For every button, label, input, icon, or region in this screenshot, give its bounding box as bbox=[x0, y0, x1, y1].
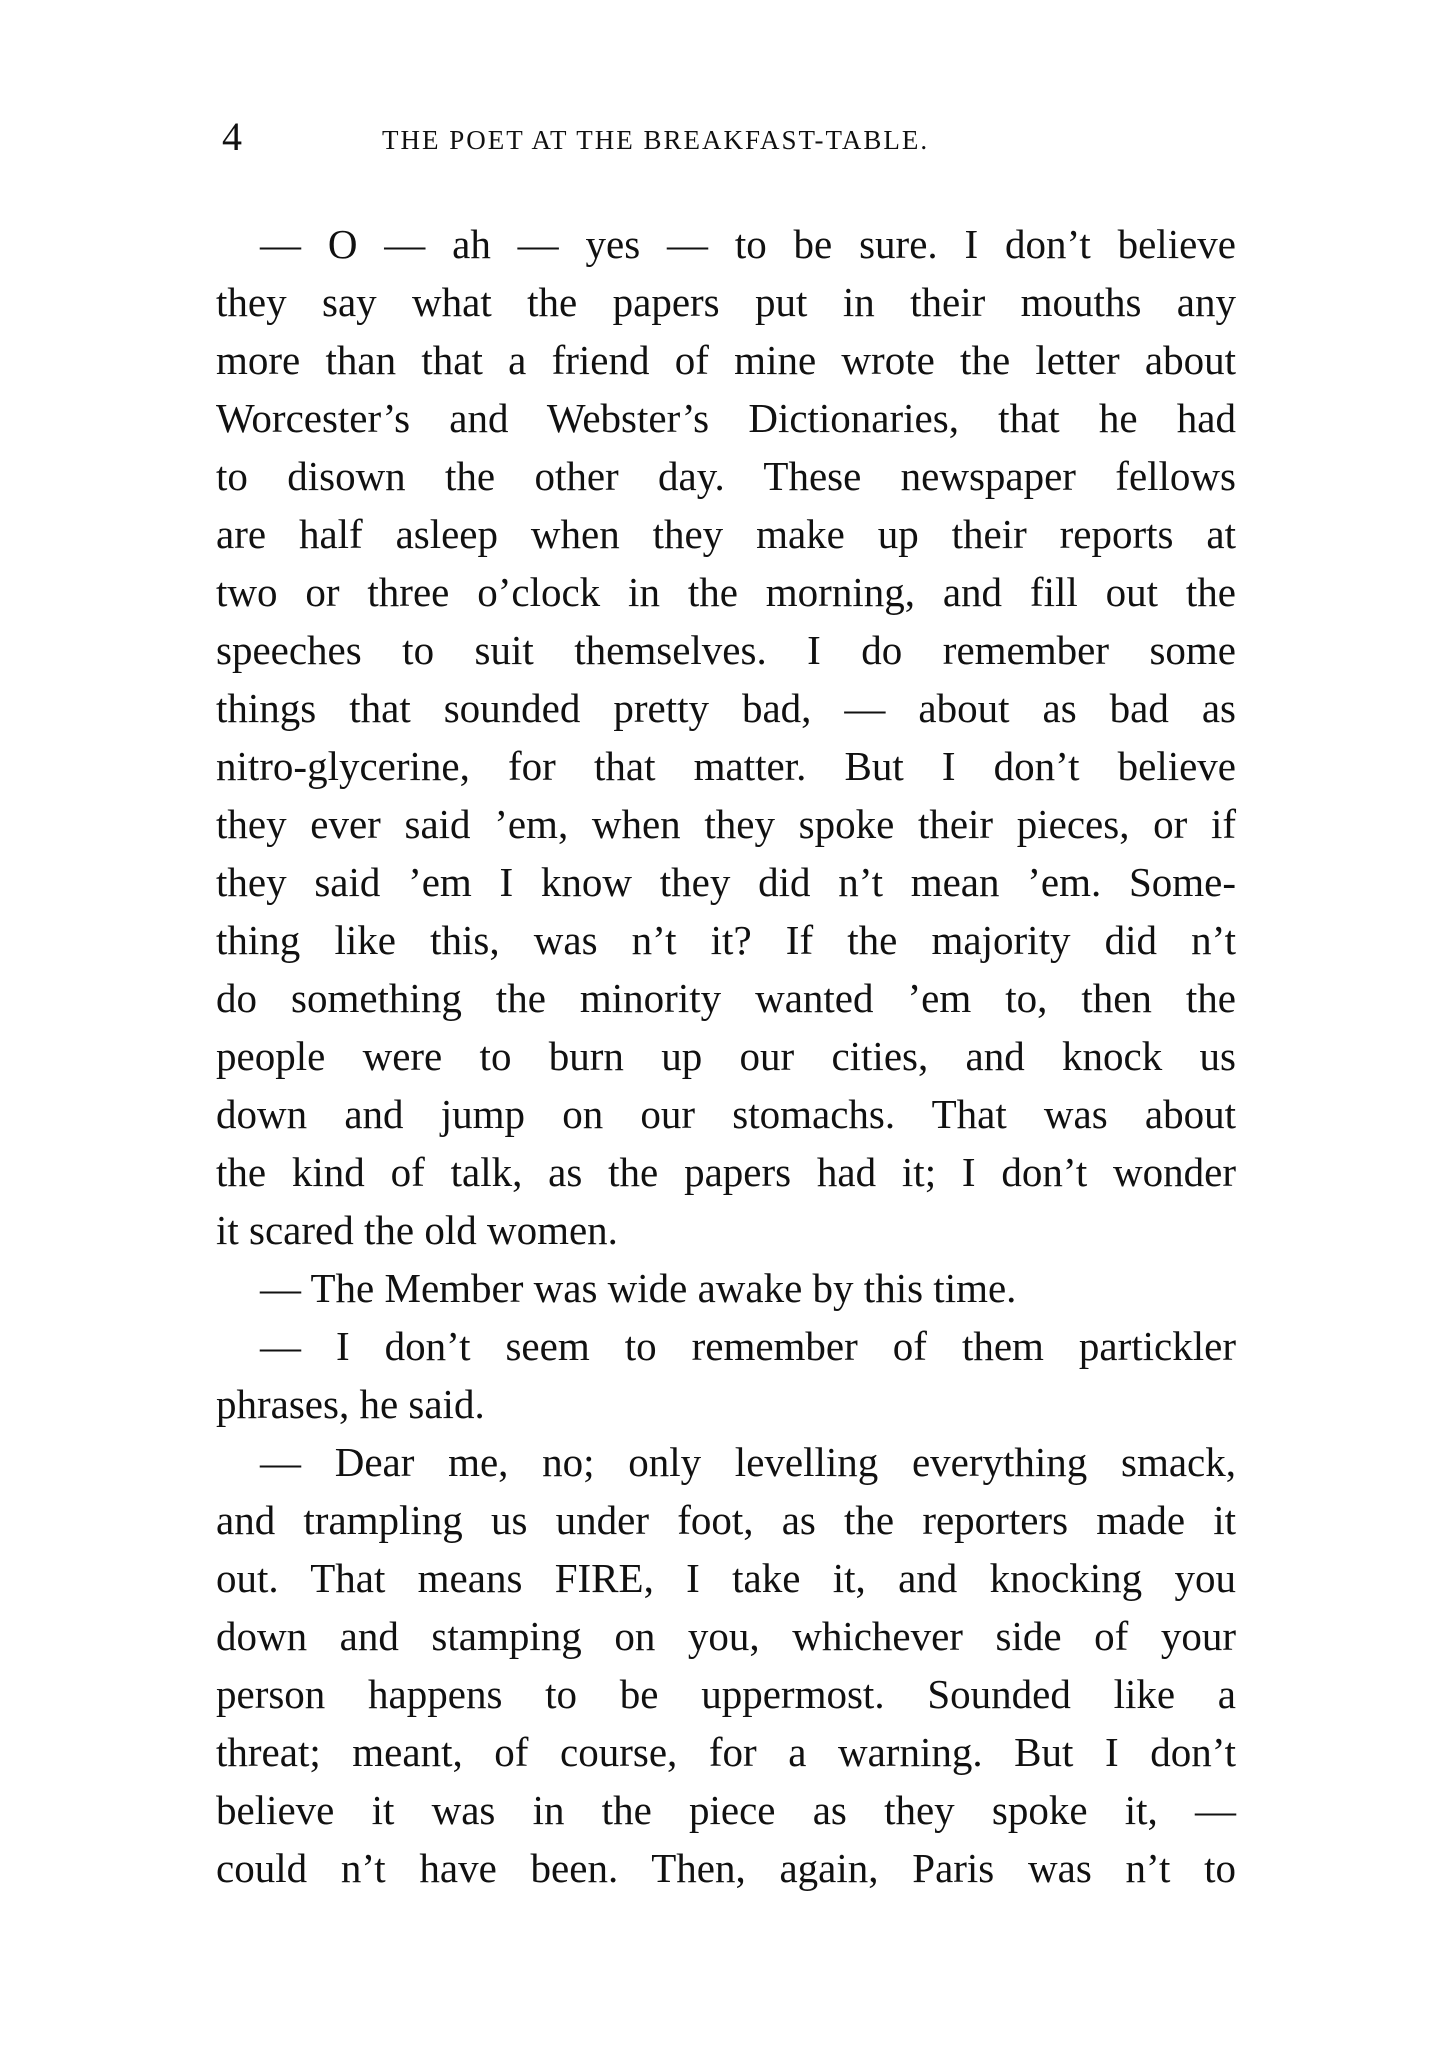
text-line: they said ’em I know they did n’t mean ’em. Some- bbox=[216, 859, 1236, 905]
text-line: things that sounded pretty bad, — about as bad as bbox=[216, 685, 1236, 731]
text-line: they say what the papers put in their mouths any bbox=[216, 279, 1236, 325]
text-line: could n’t have been. Then, again, Paris was n’t to bbox=[216, 1845, 1236, 1891]
page-number: 4 bbox=[222, 114, 242, 159]
text-line: speeches to suit themselves. I do remember some bbox=[216, 627, 1236, 673]
text-line: to disown the other day. These newspaper fellows bbox=[216, 453, 1236, 499]
text-line: are half asleep when they make up their reports at bbox=[216, 511, 1236, 557]
text-line: — O — ah — yes — to be sure. I don’t believe bbox=[260, 221, 1236, 267]
text-line: person happens to be uppermost. Sounded like a bbox=[216, 1671, 1236, 1717]
text-line: the kind of talk, as the papers had it; I don’t wonder bbox=[216, 1149, 1236, 1195]
text-line: they ever said ’em, when they spoke their pieces, or if bbox=[216, 801, 1236, 847]
text-line: do something the minority wanted ’em to, then the bbox=[216, 975, 1236, 1021]
text-line: out. That means FIRE, I take it, and knocking you bbox=[216, 1555, 1236, 1601]
text-line: Worcester’s and Webster’s Dictionaries, that he had bbox=[216, 395, 1236, 441]
text-line: nitro-glycerine, for that matter. But I don’t believe bbox=[216, 743, 1236, 789]
text-line: phrases, he said. bbox=[216, 1381, 485, 1427]
text-line: thing like this, was n’t it? If the majority did n’t bbox=[216, 917, 1236, 963]
text-line: people were to burn up our cities, and knock us bbox=[216, 1033, 1236, 1079]
text-line: — I don’t seem to remember of them partickler bbox=[260, 1323, 1236, 1369]
text-line: and trampling us under foot, as the reporters made it bbox=[216, 1497, 1236, 1543]
text-line: down and jump on our stomachs. That was about bbox=[216, 1091, 1236, 1137]
text-line: more than that a friend of mine wrote the letter about bbox=[216, 337, 1236, 383]
text-line: — Dear me, no; only levelling everything smack, bbox=[260, 1439, 1236, 1485]
text-line: down and stamping on you, whichever side of your bbox=[216, 1613, 1236, 1659]
page-header bbox=[222, 112, 1242, 162]
body-text bbox=[216, 215, 1236, 1897]
text-line: — The Member was wide awake by this time. bbox=[260, 1265, 1017, 1311]
text-line: it scared the old women. bbox=[216, 1207, 618, 1253]
text-line: believe it was in the piece as they spoke it, — bbox=[216, 1787, 1236, 1833]
running-title: THE POET AT THE BREAKFAST-TABLE. bbox=[382, 125, 930, 155]
text-line: two or three o’clock in the morning, and fill out the bbox=[216, 569, 1236, 615]
text-line: threat; meant, of course, for a warning. But I don’t bbox=[216, 1729, 1236, 1775]
